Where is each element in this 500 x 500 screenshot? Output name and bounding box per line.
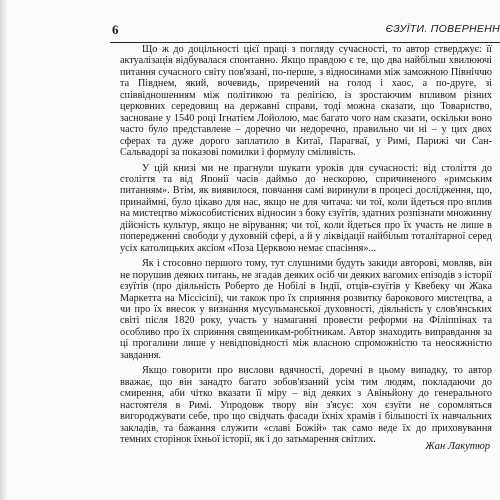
running-title: ЄЗУЇТИ. ПОВЕРНЕНН <box>385 23 500 35</box>
page-spine-shadow <box>0 0 8 500</box>
paragraph: Якщо говорити про вислови вдячності, доречні в цьому випадку, то автор вважає, що він занадто багато зобов'язаний усім тим людям, покладаючи до смирення, аби чітко вказати її міру – від деяких з Авіньйону до генерального настоятеля в Римі. Упродовж твору він з'ясує: хоч єзуїти не соромляться вигороджувати себе, про що свідчать фасади їхніх храмів і більшості їх навчальних закладів, та бажання служити «славі Божій» так само веде їх до приховування темних сторінок їхньої історії, як і до затьмарення світлих. <box>120 365 492 445</box>
body-text <box>120 44 492 445</box>
page-number: 6 <box>112 22 119 37</box>
paragraph: Що ж до доцільності цієї праці з погляду сучасності, то автор стверджує: її актуалізація відбувалася спонтанно. Якщо правдою є те, що два найбільш хвилюючі питання сучасного світу пов'язані, по-перше, з відносинами між заможною Північчю та Півднем, який, вочевидь, приречений на голод і хаос, а по-друге, зі співвідношенням між політикою та релігією, із зростаючим впливом різних церковних середовищ на державні справи, тоді можна сказати, що Товариство, засноване у 1540 році Ігнатієм Лойолою, має багато чого нам сказати, оскільки воно часто було представлене – доречно чи недоречно, правильно чи ні – у цих двох сферах та дуже дорого заплатило в Китаї, Парагваї, у Римі, Парижі чи Сан-Сальвадорі за показові помилки і формулу сміливість. <box>120 44 492 159</box>
page-header <box>110 20 500 43</box>
paragraph: У цій книзі ми не прагнули шукати уроків для сучасності: від століття до століття та від Японії часів даймьо до нескорою, спричиненого «римським питанням». Втім, як виявилося, повчання самі виринули в процесі дослідження, що, принаймні, було цікаво для нас, якщо не для читача: чи тої, коли йдеться про вплив на мистецтво міжособистісних відносин з боку єзуїтів, здатних розпізнати множинну дійсність культур, якщо не вірування; чи тої, коли йдеться про їх участь не лише в попередженні свободи у духовній сфері, а й у ліквідації найбільш тоталітарної серед усіх католицьких аксіом «Поза Церквою немає спасіння»... <box>120 162 492 254</box>
author-signature: Жан Лакутюр <box>425 441 490 452</box>
paragraph: Як і стосовно першого тому, тут слушними будуть закиди авторові, мовляв, він не порушив деяких питань, не згадав деяких осіб чи деяких вагомих епізодів з історії єзуїтів (про діяльність Роберто де Нобілі в Індії, отців-єзуїтів у Квебеку чи Жака Маркетта на Міссісіпі), чи також про їх сприяння розвитку барокового мистецтва, а чи про їх внесок у визнання мусульманської духовності, діяльність у слов'янських світі після 1820 року, участь у намаганні провести реформи на Філіппінах та особливо про їх сприяння священикам-робітникам. Автор знаходить виправдання за ці прогалини лише у невідповідності між власною спроможністю та неосяжністю завдання. <box>120 258 492 361</box>
